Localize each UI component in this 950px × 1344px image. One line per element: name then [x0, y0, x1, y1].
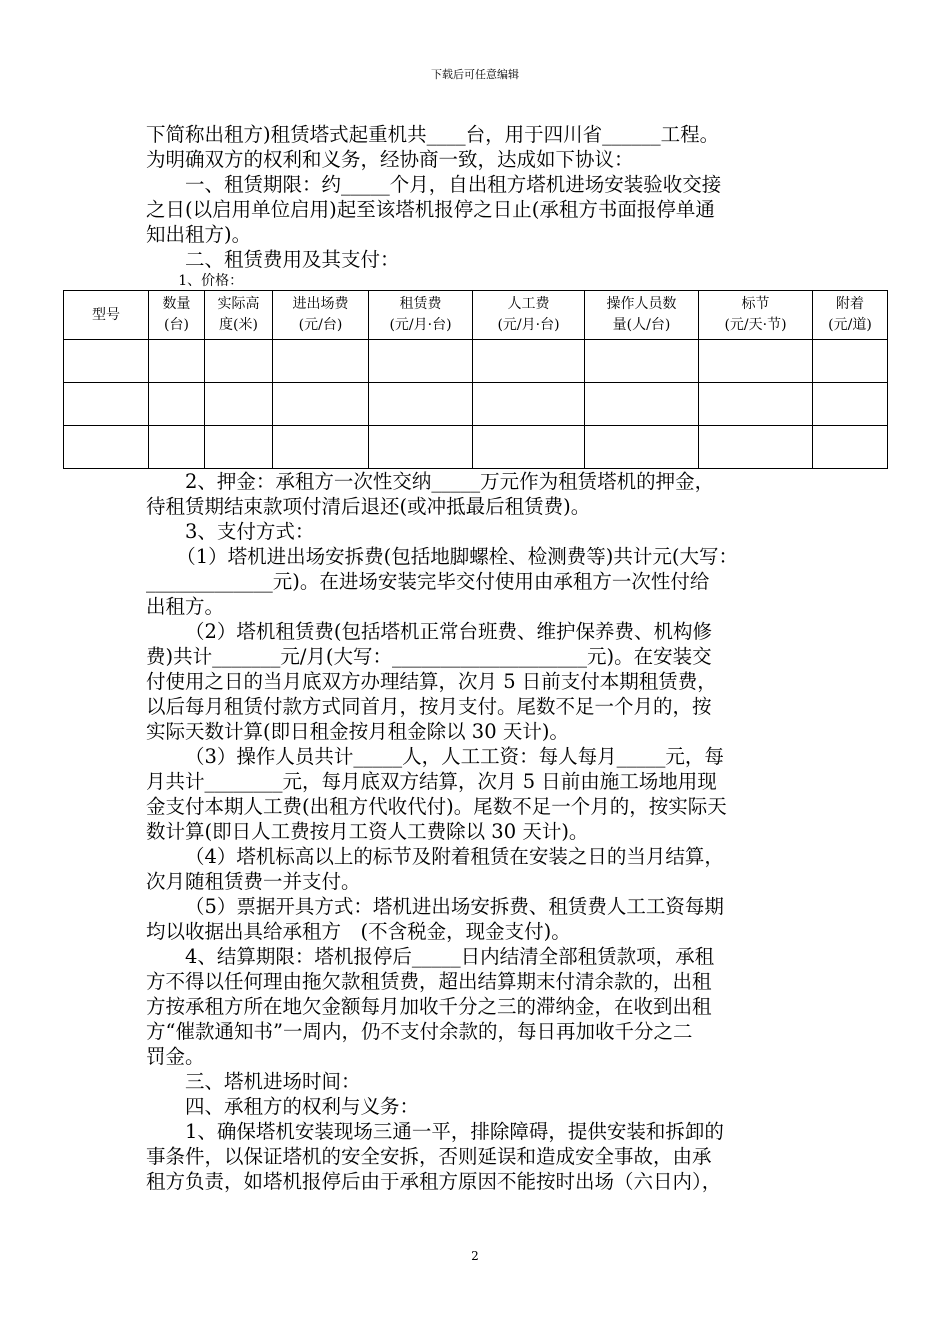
table-row [64, 340, 888, 383]
table-cell [699, 340, 813, 383]
paragraph: 实际天数计算(即日租金按月租金除以 30 天计)。 [146, 720, 569, 743]
table-cell [585, 383, 699, 426]
paragraph: 1、确保塔机安装现场三通一平，排除障碍，提供安装和拆卸的 [185, 1120, 724, 1143]
paragraph: 4、结算期限：塔机报停后_____日内结清全部租赁款项，承租 [185, 945, 715, 968]
paragraph: 为明确双方的权利和义务，经协商一致，达成如下协议： [146, 148, 634, 171]
table-row [64, 426, 888, 469]
table-cell [64, 426, 149, 469]
paragraph: 方“催款通知书”一周内，仍不支付余款的，每日再加收千分之二 [146, 1020, 693, 1043]
paragraph: （3）操作人员共计_____人，人工工资：每人每月_____元，每 [185, 745, 724, 768]
paragraph: （2）塔机租赁费(包括塔机正常台班费、维护保养费、机构修 [185, 620, 713, 643]
col-header-attachment: 附着 (元/道) [813, 291, 888, 340]
subsection-label: 1、价格： [178, 273, 244, 289]
table-cell [149, 426, 205, 469]
col-header-labor-fee: 人工费 (元/月·台) [473, 291, 585, 340]
section-heading: 三、塔机进场时间： [185, 1070, 361, 1093]
table-cell [64, 340, 149, 383]
table-cell [205, 340, 273, 383]
table-cell [205, 383, 273, 426]
table-cell [369, 383, 473, 426]
table-cell [699, 383, 813, 426]
table-cell [473, 383, 585, 426]
paragraph: （4）塔机标高以上的标节及附着租赁在安装之日的当月结算， [185, 845, 724, 868]
col-header-entry-fee: 进出场费 (元/台) [273, 291, 369, 340]
paragraph: 事条件，以保证塔机的安全安拆，否则延误和造成安全事故，由承 [146, 1145, 712, 1168]
table-cell [813, 383, 888, 426]
paragraph: 知出租方)。 [146, 223, 252, 246]
paragraph: 金支付本期人工费(出租方代收代付)。尾数不足一个月的，按实际天 [146, 795, 727, 818]
page-header: 下载后可任意编辑 [431, 68, 519, 81]
table-cell [149, 340, 205, 383]
paragraph: 租方负责，如塔机报停后由于承租方原因不能按时出场（六日内）， [146, 1170, 722, 1193]
table-cell [813, 340, 888, 383]
table-cell [149, 383, 205, 426]
table-cell [273, 383, 369, 426]
paragraph: 数计算(即日人工费按月工资人工费除以 30 天计)。 [146, 820, 589, 843]
table-cell [64, 383, 149, 426]
table-cell [699, 426, 813, 469]
col-header-section: 标节 (元/天·节) [699, 291, 813, 340]
table-cell [585, 426, 699, 469]
table-cell [205, 426, 273, 469]
table-cell [813, 426, 888, 469]
paragraph: 之日(以启用单位启用)起至该塔机报停之日止(承租方书面报停单通 [146, 198, 715, 221]
paragraph: 以后每月租赁付款方式同首月，按月支付。尾数不足一个月的，按 [146, 695, 712, 718]
paragraph: 罚金。 [146, 1045, 205, 1068]
table-cell [369, 340, 473, 383]
col-header-quantity: 数量 (台) [149, 291, 205, 340]
table-row [64, 383, 888, 426]
paragraph: 付使用之日的当月底双方办理结算，次月 5 日前支付本期租赁费， [146, 670, 717, 693]
paragraph: 方不得以任何理由拖欠款租赁费，超出结算期末付清余款的，出租 [146, 970, 712, 993]
section-heading: 一、租赁期限：约_____个月，自出租方塔机进场安装验收交接 [185, 173, 722, 196]
paragraph: 月共计________元，每月底双方结算，次月 5 日前由施工场地用现 [146, 770, 717, 793]
paragraph: 出租方。 [146, 595, 225, 618]
paragraph: 待租赁期结束款项付清后退还(或冲抵最后租赁费)。 [146, 495, 591, 518]
paragraph: 费)共计_______元/月(大写：____________________元)。在安装交 [146, 645, 712, 668]
paragraph: 次月随租赁费一并支付。 [146, 870, 361, 893]
section-heading: 四、承租方的权利与义务： [185, 1095, 420, 1118]
table-cell [273, 426, 369, 469]
paragraph: 方按承租方所在地欠金额每月加收千分之三的滞纳金，在收到出租 [146, 995, 712, 1018]
paragraph: （5）票据开具方式：塔机进出场安拆费、租赁费人工工资每期 [185, 895, 724, 918]
page-number: 2 [471, 1249, 479, 1263]
table-cell [473, 340, 585, 383]
col-header-operators: 操作人员数 量(人/台) [585, 291, 699, 340]
table-cell [273, 340, 369, 383]
table-cell [585, 340, 699, 383]
table-cell [473, 426, 585, 469]
paragraph: _____________元)。在进场安装完毕交付使用由承租方一次性付给 [146, 570, 710, 593]
col-header-height: 实际高 度(米) [205, 291, 273, 340]
col-header-model: 型号 [64, 291, 149, 340]
paragraph: 2、押金：承租方一次性交纳_____万元作为租赁塔机的押金， [185, 470, 715, 493]
document-body [92, 122, 872, 1194]
col-header-rental-fee: 租赁费 (元/月·台) [369, 291, 473, 340]
subsection-label: 3、支付方式： [185, 520, 315, 543]
table-cell [369, 426, 473, 469]
paragraph: （1）塔机进出场安拆费(包括地脚螺栓、检测费等)共计元(大写： [176, 545, 738, 568]
price-table [63, 290, 888, 469]
paragraph: 均以收据出具给承租方 (不含税金，现金支付)。 [146, 920, 571, 943]
paragraph: 下简称出租方)租赁塔式起重机共____台，用于四川省______工程。 [146, 123, 720, 146]
section-heading: 二、租赁费用及其支付： [185, 248, 400, 271]
